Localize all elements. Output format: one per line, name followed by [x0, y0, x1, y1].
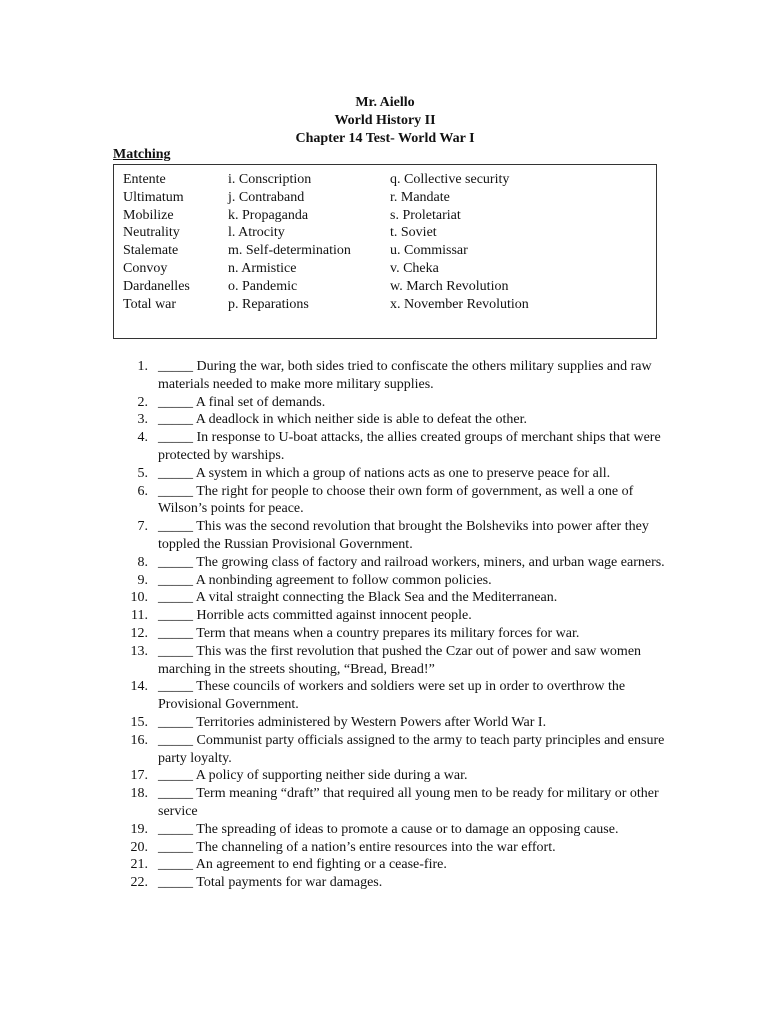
question-item	[130, 394, 670, 412]
question-text: _____ In response to U-boat attacks, the allies created groups of merchant ships that were protected by warships.	[158, 430, 661, 463]
question-item	[130, 483, 670, 519]
question-number: 13.	[130, 643, 148, 659]
course-name: World History II	[334, 113, 436, 128]
question-number: 8.	[137, 554, 148, 570]
question-item	[130, 607, 670, 625]
question-item	[130, 429, 670, 465]
word-bank-term: w. March Revolution	[390, 278, 509, 294]
word-bank-term: Mobilize	[123, 207, 174, 223]
question-text: _____ These councils of workers and soldiers were set up in order to overthrow the Provisional Government.	[158, 679, 626, 713]
question-number: 17.	[130, 768, 148, 784]
section-title: Matching	[113, 147, 171, 162]
question-item	[130, 411, 670, 429]
question-item	[130, 785, 670, 821]
question-text: _____ The right for people to choose their own form of government, as well a one of Wilson’s points for peace.	[158, 483, 634, 517]
word-bank-column-1	[123, 171, 190, 313]
teacher-name: Mr. Aiello	[355, 95, 415, 110]
question-text: _____ This was the first revolution that pushed the Czar out of power and saw women marching in the streets shouting, “Bread, Bread!”	[158, 643, 642, 677]
question-text: _____ A policy of supporting neither side during a war.	[158, 768, 468, 784]
question-text: _____ Total payments for war damages.	[158, 875, 383, 891]
question-number: 10.	[130, 590, 148, 606]
word-bank-column-2	[228, 171, 351, 313]
question-number: 1.	[137, 359, 148, 374]
word-bank-term: i. Conscription	[228, 172, 312, 187]
question-text: _____ The spreading of ideas to promote a cause or to damage an opposing cause.	[158, 821, 619, 837]
word-bank-term: Entente	[123, 172, 166, 187]
word-bank-term: Ultimatum	[123, 189, 184, 205]
word-bank-term: p. Reparations	[228, 296, 309, 312]
word-bank-term: Stalemate	[123, 243, 179, 259]
question-item	[130, 643, 670, 679]
question-item	[130, 839, 670, 857]
question-number: 7.	[137, 519, 148, 535]
question-number: 4.	[137, 430, 148, 446]
question-number: 19.	[130, 821, 148, 837]
question-item	[130, 358, 670, 394]
question-item	[130, 856, 670, 874]
word-bank-term: u. Commissar	[390, 243, 468, 259]
question-text: _____ A system in which a group of nations acts as one to preserve peace for all.	[158, 465, 611, 481]
question-item	[130, 589, 670, 607]
word-bank-term: k. Propaganda	[228, 207, 309, 223]
question-text: _____ A nonbinding agreement to follow common policies.	[158, 572, 492, 588]
word-bank-term: Neutrality	[123, 225, 180, 241]
word-bank-term: Convoy	[123, 260, 168, 276]
question-item	[130, 821, 670, 839]
question-item	[130, 767, 670, 785]
word-bank-term: x. November Revolution	[390, 296, 529, 312]
question-item	[130, 732, 670, 768]
test-title: Chapter 14 Test- World War I	[295, 131, 475, 146]
question-number: 2.	[137, 394, 148, 410]
word-bank-term: t. Soviet	[390, 225, 437, 241]
question-item	[130, 625, 670, 643]
word-bank-term: j. Contraband	[228, 189, 305, 205]
question-text: _____ The channeling of a nation’s entire resources into the war effort.	[158, 839, 556, 855]
question-text: _____ A final set of demands.	[158, 394, 326, 410]
question-item	[130, 678, 670, 714]
document-header	[0, 94, 770, 148]
question-number: 12.	[130, 625, 148, 641]
word-bank-term: l. Atrocity	[228, 225, 285, 241]
question-text: _____ Communist party officials assigned to the army to teach party principles and ensure party loyalty.	[158, 732, 665, 766]
question-item	[130, 518, 670, 554]
word-bank-term: o. Pandemic	[228, 278, 298, 294]
question-text: _____ Territories administered by Western Powers after World War I.	[158, 714, 547, 730]
question-number: 9.	[137, 572, 148, 588]
question-text: _____ Term meaning “draft” that required all young men to be ready for military or other service	[158, 786, 659, 819]
word-bank-term: r. Mandate	[390, 189, 450, 205]
word-bank-term: m. Self-determination	[228, 243, 351, 259]
question-item	[130, 572, 670, 590]
question-text: _____ Term that means when a country prepares its military forces for war.	[158, 625, 580, 641]
question-text: _____ The growing class of factory and railroad workers, miners, and urban wage earners.	[158, 554, 665, 570]
word-bank-term: q. Collective security	[390, 172, 510, 187]
word-bank-term: Total war	[123, 296, 177, 312]
question-item	[130, 714, 670, 732]
question-number: 3.	[137, 412, 148, 428]
question-number: 14.	[130, 679, 148, 695]
question-number: 16.	[130, 732, 148, 748]
question-number: 5.	[137, 465, 148, 481]
question-number: 15.	[130, 714, 148, 730]
word-bank-term: s. Proletariat	[390, 207, 461, 223]
question-text: _____ A vital straight connecting the Black Sea and the Mediterranean.	[158, 590, 558, 606]
question-text: _____ During the war, both sides tried to confiscate the others military supplies and raw materials needed to make more military supplies.	[158, 359, 652, 392]
question-item	[130, 554, 670, 572]
question-item	[130, 465, 670, 483]
question-text: _____ Horrible acts committed against innocent people.	[158, 608, 472, 624]
word-bank-term: v. Cheka	[390, 260, 439, 276]
question-text: _____ An agreement to end fighting or a cease-fire.	[158, 857, 447, 873]
question-text: _____ This was the second revolution that brought the Bolsheviks into power after they toppled the Russian Provisional Government.	[158, 519, 649, 552]
question-number: 11.	[131, 608, 148, 624]
word-bank-term: n. Armistice	[228, 260, 297, 276]
question-number: 22.	[130, 875, 148, 891]
question-text: _____ A deadlock in which neither side is able to defeat the other.	[158, 412, 527, 428]
word-bank-box	[113, 164, 657, 339]
question-number: 18.	[130, 786, 148, 802]
question-number: 21.	[130, 857, 148, 873]
word-bank-column-3	[390, 171, 529, 313]
question-number: 20.	[130, 839, 148, 855]
question-item	[130, 874, 670, 892]
word-bank-term: Dardanelles	[123, 278, 190, 294]
question-list	[130, 358, 670, 892]
question-number: 6.	[137, 483, 148, 499]
